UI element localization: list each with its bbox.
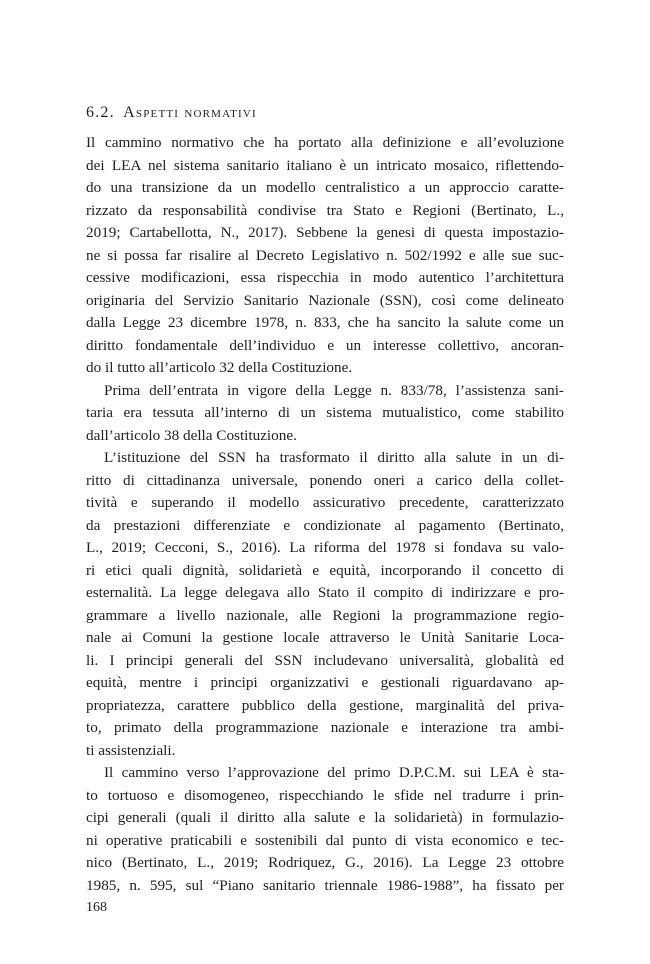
text-line: L’istituzione del SSN ha trasformato il diritto alla salute in un di- (104, 449, 564, 466)
text-line: ti assistenziali. (86, 741, 176, 759)
paragraph (86, 380, 564, 448)
text-line: ritto di cittadinanza universale, ponendo oneri a carico della collet- (86, 471, 564, 489)
page-content (86, 102, 564, 897)
text-line: ni operative praticabili e sostenibili dal punto di vista economico e tec- (86, 831, 564, 849)
text-line: do una transizione da un modello centralistico a un approccio caratte- (86, 179, 564, 196)
text-line: diritto fondamentale dell’individuo e un interesse collettivo, ancoran- (86, 336, 564, 354)
section-number: 6.2. (86, 104, 115, 121)
text-line: nale ai Comuni la gestione locale attraverso le Unità Sanitarie Loca- (86, 629, 564, 646)
text-line: Prima dell’entrata in vigore della Legge n. 833/78, l’assistenza sani- (104, 381, 564, 399)
text-line: originaria del Servizio Sanitario Nazionale (SSN), così come delineato (86, 291, 564, 309)
text-line: taria era tessuta all’interno di un sistema mutualistico, come stabilito (86, 404, 564, 421)
text-line: li. I principi generali del SSN includevano universalità, globalità ed (86, 651, 564, 669)
text-line: da prestazioni differenziate e condizionate al pagamento (Bertinato, (86, 516, 564, 534)
text-line: do il tutto all’articolo 32 della Costituzione. (86, 359, 353, 376)
text-line: to, primato della programmazione nazionale e interazione tra ambi- (86, 719, 564, 736)
text-line: dall’articolo 38 della Costituzione. (86, 426, 297, 444)
paragraph (86, 132, 564, 380)
text-line: cipi generali (quali il diritto alla salute e la solidarietà) in formulazio- (86, 809, 564, 826)
text-line: grammare a livello nazionale, alle Regioni la programmazione regio- (86, 606, 564, 624)
text-line: dei LEA nel sistema sanitario italiano è un intricato mosaico, riflettendo- (86, 156, 564, 174)
page-number: 168 (86, 900, 107, 915)
text-line: tività e superando il modello assicurativo precedente, caratterizzato (86, 494, 564, 511)
text-line: ne si possa far risalire al Decreto Legislativo n. 502/1992 e alle sue suc- (86, 246, 564, 264)
text-line: propriatezza, carattere pubblico della gestione, marginalità del priva- (86, 696, 564, 714)
text-line: equità, mentre i principi organizzativi e gestionali riguardavano ap- (86, 674, 564, 691)
text-line: dalla Legge 23 dicembre 1978, n. 833, che ha sancito la salute come un (86, 314, 564, 331)
text-line: rizzato da responsabilità condivise tra Stato e Regioni (Bertinato, L., (86, 201, 564, 219)
text-line: Il cammino normativo che ha portato alla definizione e all’evoluzione (86, 134, 564, 151)
text-line: to tortuoso e disomogeneo, rispecchiando le sfide nel tradurre i prin- (86, 786, 564, 804)
text-line: esternalità. La legge delegava allo Stato il compito di indirizzare e pro- (86, 584, 564, 601)
paragraph (86, 762, 564, 897)
text-line: 1985, n. 595, sul “Piano sanitario triennale 1986-1988”, ha fissato per (86, 876, 564, 894)
text-line: nico (Bertinato, L., 2019; Rodriquez, G., 2016). La Legge 23 ottobre (86, 854, 564, 871)
text-line: 2019; Cartabellotta, N., 2017). Sebbene la genesi di questa impostazio- (86, 224, 564, 241)
paragraph (86, 447, 564, 762)
text-line: Il cammino verso l’approvazione del primo D.P.C.M. sui LEA è sta- (104, 764, 564, 781)
text-line: cessive modificazioni, essa rispecchia in modo autentico l’architettura (86, 269, 564, 286)
body-text (86, 132, 564, 897)
text-line: ri etici quali dignità, solidarietà e equità, incorporando il concetto di (86, 561, 564, 579)
section-heading (86, 102, 564, 124)
section-title: Aspetti normativi (123, 104, 257, 121)
text-line: L., 2019; Cecconi, S., 2016). La riforma del 1978 si fondava su valo- (86, 539, 564, 556)
